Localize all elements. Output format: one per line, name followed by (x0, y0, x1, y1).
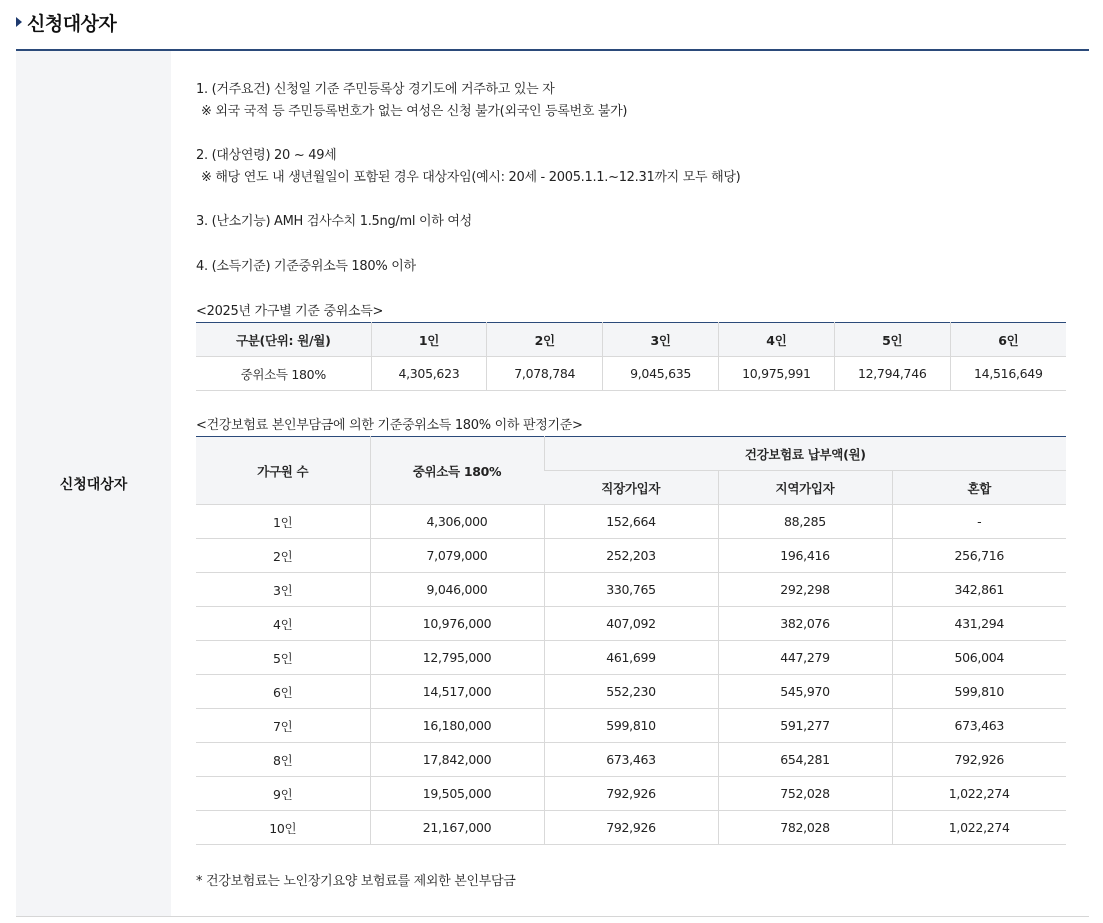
table-cell: 599,810 (544, 709, 718, 743)
table-cell: 1,022,274 (892, 777, 1066, 811)
table-cell: 21,167,000 (370, 811, 544, 845)
table-cell: 382,076 (718, 607, 892, 641)
header-household: 가구원 수 (196, 437, 370, 505)
table-cell: 447,279 (718, 641, 892, 675)
header-mixed: 혼합 (892, 471, 1066, 505)
table-cell: 752,028 (718, 777, 892, 811)
section-header (16, 8, 116, 36)
table-row (196, 811, 1066, 845)
table-row (196, 641, 1066, 675)
table-cell: 6인 (196, 675, 370, 709)
table-cell: 2인 (196, 539, 370, 573)
header-income: 중위소득 180% (370, 437, 544, 505)
table-cell: 8인 (196, 743, 370, 777)
table-cell: - (892, 505, 1066, 539)
table-cell: 4,305,623 (371, 357, 487, 391)
median-income-table (196, 322, 1066, 391)
table-cell: 중위소득 180% (196, 357, 371, 391)
table-row (196, 505, 1066, 539)
table-cell: 673,463 (892, 709, 1066, 743)
footnote: * 건강보험료는 노인장기요양 보험료를 제외한 본인부담금 (196, 874, 516, 889)
header-cell: 1인 (371, 323, 487, 357)
table-cell: 12,795,000 (370, 641, 544, 675)
table-row (196, 607, 1066, 641)
table-cell: 330,765 (544, 573, 718, 607)
table-cell: 10인 (196, 811, 370, 845)
table1-caption: <2025년 가구별 기준 중위소득> (196, 304, 384, 319)
table-cell: 19,505,000 (370, 777, 544, 811)
table-row (196, 675, 1066, 709)
table-cell: 407,092 (544, 607, 718, 641)
table-cell: 7인 (196, 709, 370, 743)
header-cell: 2인 (487, 323, 603, 357)
table-cell: 1,022,274 (892, 811, 1066, 845)
table-row (196, 709, 1066, 743)
table-cell: 88,285 (718, 505, 892, 539)
table-row (196, 573, 1066, 607)
table-cell: 252,203 (544, 539, 718, 573)
info-table (16, 49, 1089, 917)
header-premium: 건강보험료 납부액(원) (544, 437, 1066, 471)
table-cell: 3인 (196, 573, 370, 607)
requirement-income: 4. (소득기준) 기준중위소득 180% 이하 (196, 259, 416, 274)
header-cell: 4인 (718, 323, 834, 357)
header-cell: 3인 (603, 323, 719, 357)
table-cell: 9인 (196, 777, 370, 811)
table-cell: 10,975,991 (718, 357, 834, 391)
table-cell: 342,861 (892, 573, 1066, 607)
header-employee: 직장가입자 (544, 471, 718, 505)
premium-criteria-table (196, 436, 1066, 845)
table-cell: 4,306,000 (370, 505, 544, 539)
requirement-residence-note: ※ 외국 국적 등 주민등록번호가 없는 여성은 신청 불가(외국인 등록번호 불가) (201, 104, 628, 119)
row-content (196, 51, 1066, 916)
requirement-ovary: 3. (난소기능) AMH 검사수치 1.5ng/ml 이하 여성 (196, 214, 472, 229)
requirement-residence: 1. (거주요건) 신청일 기준 주민등록상 경기도에 거주하고 있는 자 (196, 82, 555, 97)
table-cell: 196,416 (718, 539, 892, 573)
table-cell: 591,277 (718, 709, 892, 743)
table2-caption: <건강보험료 본인부담금에 의한 기준중위소득 180% 이하 판정기준> (196, 418, 583, 433)
requirement-age-note: ※ 해당 연도 내 생년월일이 포함된 경우 대상자임(예시: 20세 - 2005.1.1.~12.31까지 모두 해당) (201, 170, 741, 185)
table-cell: 16,180,000 (370, 709, 544, 743)
table-cell: 14,517,000 (370, 675, 544, 709)
table-body (196, 505, 1066, 845)
table-header-row (196, 437, 1066, 471)
table-row (196, 539, 1066, 573)
table-cell: 506,004 (892, 641, 1066, 675)
table-cell: 1인 (196, 505, 370, 539)
header-cell: 6인 (950, 323, 1066, 357)
row-label: 신청대상자 (59, 476, 128, 493)
table-cell: 654,281 (718, 743, 892, 777)
header-regional: 지역가입자 (718, 471, 892, 505)
table-cell: 4인 (196, 607, 370, 641)
header-cell: 구분(단위: 원/월) (196, 323, 371, 357)
table-cell: 10,976,000 (370, 607, 544, 641)
table-cell: 12,794,746 (834, 357, 950, 391)
table-cell: 461,699 (544, 641, 718, 675)
table-row (196, 777, 1066, 811)
table-cell: 792,926 (544, 811, 718, 845)
table-cell: 256,716 (892, 539, 1066, 573)
table-cell: 431,294 (892, 607, 1066, 641)
table-cell: 552,230 (544, 675, 718, 709)
table-cell: 5인 (196, 641, 370, 675)
header-cell: 5인 (834, 323, 950, 357)
table-cell: 9,046,000 (370, 573, 544, 607)
triangle-bullet-icon (16, 17, 22, 27)
table-cell: 17,842,000 (370, 743, 544, 777)
section-title: 신청대상자 (27, 12, 117, 35)
table-cell: 792,926 (892, 743, 1066, 777)
table-row (196, 357, 1066, 391)
requirement-age: 2. (대상연령) 20 ~ 49세 (196, 148, 337, 163)
table-cell: 7,079,000 (370, 539, 544, 573)
table-cell: 782,028 (718, 811, 892, 845)
table-cell: 292,298 (718, 573, 892, 607)
table-cell: 9,045,635 (603, 357, 719, 391)
table-cell: 599,810 (892, 675, 1066, 709)
table-cell: 673,463 (544, 743, 718, 777)
table-cell: 14,516,649 (950, 357, 1066, 391)
table-row (196, 743, 1066, 777)
table-cell: 545,970 (718, 675, 892, 709)
table-header-row (196, 323, 1066, 357)
table-cell: 792,926 (544, 777, 718, 811)
table-cell: 7,078,784 (487, 357, 603, 391)
row-label-cell (16, 51, 171, 916)
table-cell: 152,664 (544, 505, 718, 539)
